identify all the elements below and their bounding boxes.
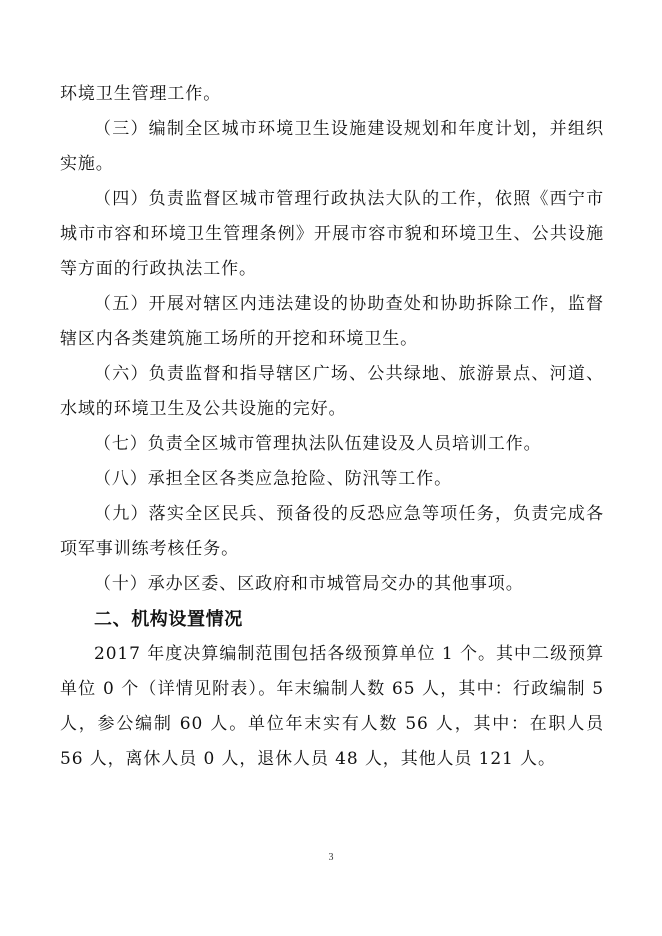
section-heading-organization: 二、机构设置情况 [94, 609, 243, 630]
paragraph-continuation: 环境卫生管理工作。 [60, 84, 222, 104]
section-body-organization: 2017 年度决算编制范围包括各级预算单位 1 个。其中二级预算单位 0 个（详情见附表）。年末编制人数 65 人，其中：行政编制 5 人，参公编制 60 人。单位年末实有人数 56 人，其中：在职人员 56 人，离休人员 0 人，退休人员 48 人，其他人员 121 人。 [60, 644, 604, 769]
duty-item-7: （七）负责全区城市管理执法队伍建设及人员培训工作。 [94, 434, 542, 454]
duty-item-10: （十）承办区委、区政府和市城管局交办的其他事项。 [94, 574, 524, 594]
duty-item-9: （九）落实全区民兵、预备役的反恐应急等项任务，负责完成各项军事训练考核任务。 [60, 504, 604, 559]
duty-item-3: （三）编制全区城市环境卫生设施建设规划和年度计划，并组织实施。 [60, 119, 604, 174]
duty-item-6: （六）负责监督和指导辖区广场、公共绿地、旅游景点、河道、水域的环境卫生及公共设施的完好。 [60, 364, 604, 419]
duty-item-5: （五）开展对辖区内违法建设的协助查处和协助拆除工作，监督辖区内各类建筑施工场所的开挖和环境卫生。 [60, 294, 604, 349]
page-number: 3 [328, 852, 334, 863]
duty-item-4: （四）负责监督区城市管理行政执法大队的工作，依照《西宁市城市市容和环境卫生管理条例》开展市容市貌和环境卫生、公共设施等方面的行政执法工作。 [60, 189, 604, 279]
document-page [60, 77, 604, 777]
duty-item-8: （八）承担全区各类应急抢险、防汛等工作。 [94, 469, 452, 489]
